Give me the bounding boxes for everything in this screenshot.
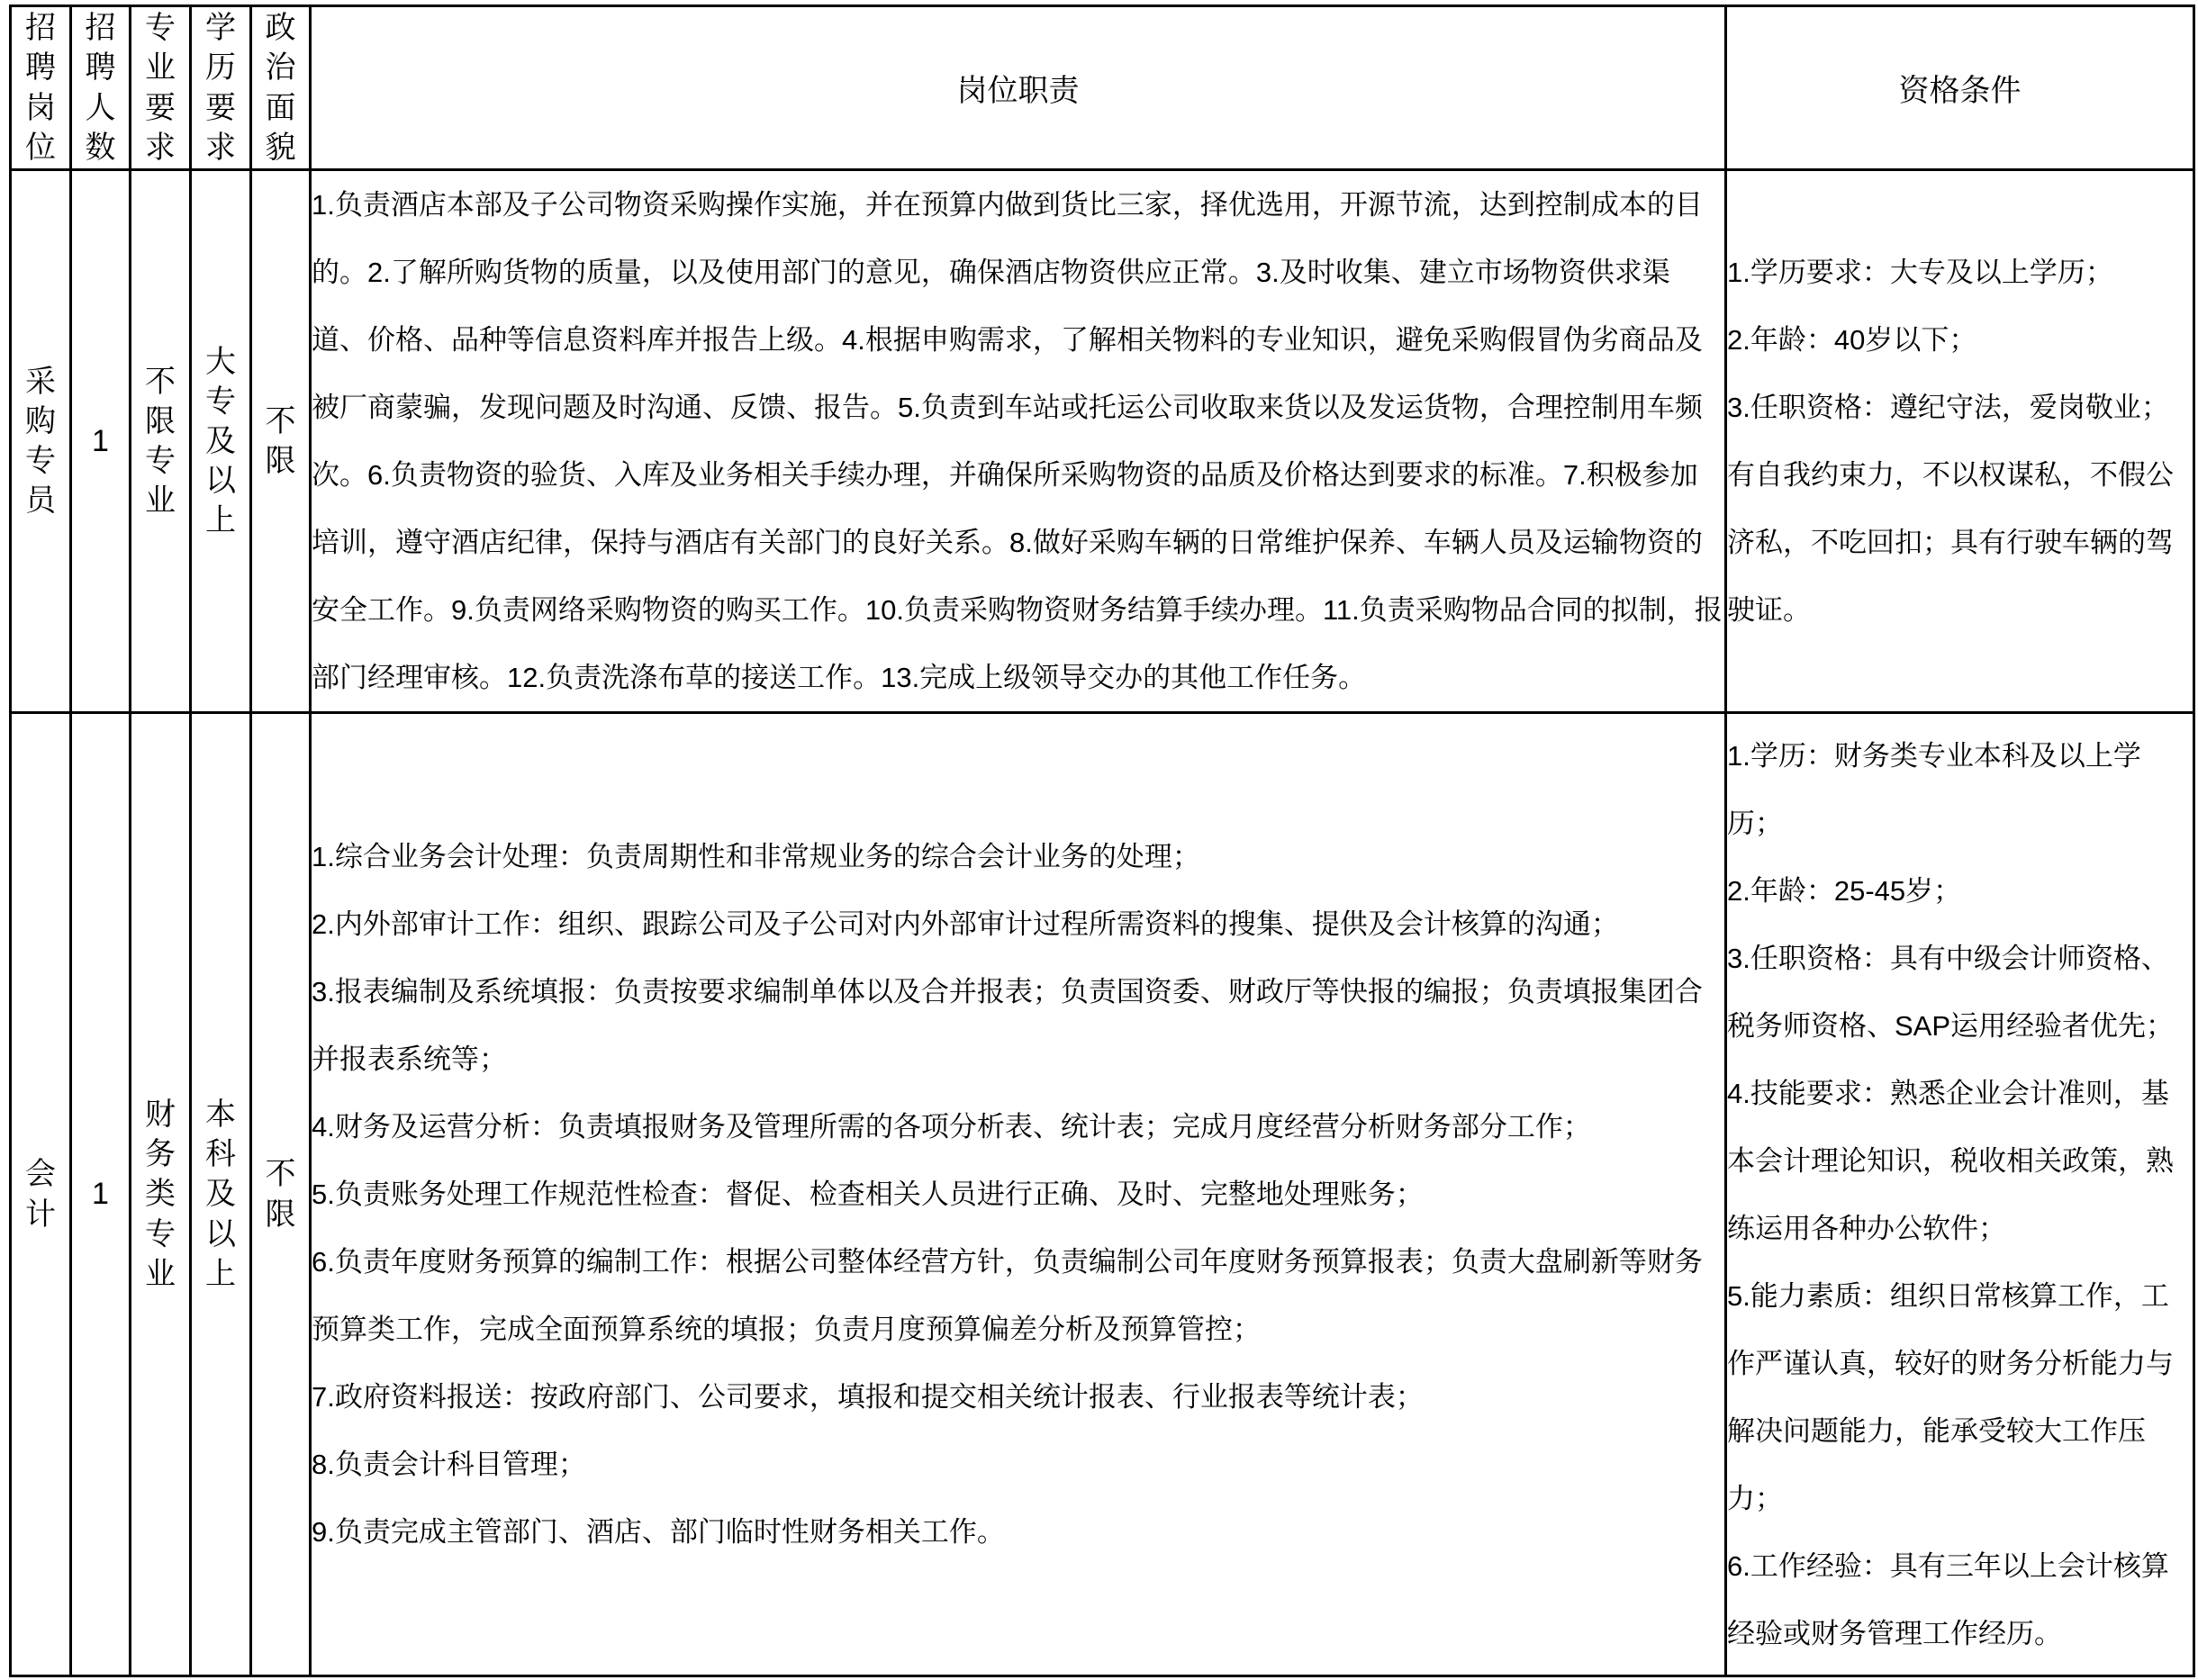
column-header-position (11, 6, 71, 170)
column-header-political-status (251, 6, 311, 170)
column-header-education-label: 学历要求 (205, 11, 236, 165)
major-value: 财务类专业 (145, 1097, 176, 1291)
cell-headcount (71, 170, 131, 713)
cell-education (191, 170, 251, 713)
paragraph: 1.学历要求：大专及以上学历； (1727, 257, 2113, 288)
column-header-political-status-label: 政治面貌 (265, 11, 296, 165)
column-header-duties (311, 6, 1726, 170)
column-header-position-label: 招聘岗位 (25, 11, 56, 165)
headcount-value: 1 (92, 1177, 109, 1212)
column-header-headcount (71, 6, 131, 170)
paragraph: 7.政府资料报送：按政府部门、公司要求，填报和提交相关统计报表、行业报表等统计表； (312, 1381, 1424, 1413)
education-value: 大专及以上 (205, 344, 236, 538)
paragraph: 9.负责完成主管部门、酒店、部门临时性财务相关工作。 (312, 1516, 1005, 1548)
cell-duties (311, 713, 1726, 1676)
paragraph: 4.财务及运营分析：负责填报财务及管理所需的各项分析表、统计表；完成月度经营分析财务部分工作； (312, 1111, 1591, 1143)
paragraph: 3.任职资格：遵纪守法，爱岗敬业；有自我约束力，不以权谋私，不假公济私，不吃回扣；具有行驶车辆的驾驶证。 (1727, 392, 2174, 626)
major-value: 不限专业 (145, 364, 176, 519)
paragraph: 2.年龄：40岁以下； (1727, 324, 1977, 356)
header-row (11, 6, 2194, 170)
paragraph: 8.负责会计科目管理； (312, 1449, 586, 1480)
political-status-value: 不限 (265, 1157, 296, 1232)
column-header-duties-label: 岗位职责 (956, 74, 1080, 108)
cell-political-status (251, 170, 311, 713)
paragraph: 3.任职资格：具有中级会计师资格、税务师资格、SAP运用经验者优先； (1727, 942, 2175, 1042)
paragraph: 6.工作经验：具有三年以上会计核算经验或财务管理工作经历。 (1727, 1549, 2169, 1649)
column-header-major-label: 专业要求 (145, 11, 176, 165)
column-header-qualifications (1726, 6, 2194, 170)
cell-position (11, 713, 71, 1676)
paragraph: 5.能力素质：组织日常核算工作，工作严谨认真，较好的财务分析能力与解决问题能力，能承受较大工作压力； (1727, 1279, 2174, 1514)
cell-position (11, 170, 71, 713)
table-row-accountant (11, 713, 2194, 1676)
position-value: 会计 (25, 1157, 56, 1232)
political-status-value: 不限 (265, 403, 296, 478)
paragraph: 2.内外部审计工作：组织、跟踪公司及子公司对内外部审计过程所需资料的搜集、提供及会计核算的沟通； (312, 908, 1619, 940)
cell-qualifications (1726, 713, 2194, 1676)
cell-major (131, 713, 191, 1676)
column-header-education (191, 6, 251, 170)
recruitment-table (9, 5, 2195, 1677)
column-header-headcount-label: 招聘人数 (85, 11, 116, 165)
table-row-procurement-specialist (11, 170, 2194, 713)
column-header-major (131, 6, 191, 170)
column-header-qualifications-label: 资格条件 (1898, 74, 2022, 108)
cell-political-status (251, 713, 311, 1676)
cell-qualifications (1726, 170, 2194, 713)
paragraph: 6.负责年度财务预算的编制工作：根据公司整体经营方针，负责编制公司年度财务预算报表；负责大盘刷新等财务预算类工作，完成全面预算系统的填报；负责月度预算偏差分析及预算管控； (312, 1246, 1703, 1345)
paragraph: 3.报表编制及系统填报：负责按要求编制单体以及合并报表；负责国资委、财政厅等快报的编报；负责填报集团合并报表系统等； (312, 976, 1703, 1075)
cell-headcount (71, 713, 131, 1676)
cell-education (191, 713, 251, 1676)
paragraph: 5.负责账务处理工作规范性检查：督促、检查相关人员进行正确、及时、完整地处理账务； (312, 1179, 1424, 1210)
cell-major (131, 170, 191, 713)
paragraph: 4.技能要求：熟悉企业会计准则，基本会计理论知识，税收相关政策，熟练运用各种办公软件； (1727, 1077, 2174, 1244)
headcount-value: 1 (92, 423, 109, 458)
cell-duties (311, 170, 1726, 713)
position-value: 采购专员 (25, 364, 56, 519)
paragraph: 1.学历：财务类专业本科及以上学历； (1727, 739, 2141, 839)
paragraph: 1.综合业务会计处理：负责周期性和非常规业务的综合会计业务的处理； (312, 841, 1200, 872)
education-value: 本科及以上 (205, 1097, 236, 1291)
paragraph: 1.负责酒店本部及子公司物资采购操作实施，并在预算内做到货比三家，择优选用，开源节流，达到控制成本的目的。2.了解所购货物的质量，以及使用部门的意见，确保酒店物资供应正常。3.及时收集、建立市场物资供求渠道、价格、品种等信息资料库并报告上级。4.根据申购需求，了解相关物料的专业知识，避免采购假冒伪劣商品及被厂商蒙骗，发现问题及时沟通、反馈、报告。5.负责到车站或托运公司收取来货以及发运货物，合理控制用车频次。6.负责物资的验货、入库及业务相关手续办理，并确保所采购物资的品质及价格达到要求的标准。7.积极参加培训，遵守酒店纪律，保持与酒店有关部门的良好关系。8.做好采购车辆的日常维护保养、车辆人员及运输物资的安全工作。9.负责网络采购物资的购买工作。10.负责采购物资财务结算手续办理。11.负责采购物品合同的拟制，报部门经理审核。12.负责洗涤布草的接送工作。13.完成上级领导交办的其他工作任务。 (312, 189, 1723, 693)
paragraph: 2.年龄：25-45岁； (1727, 874, 1962, 907)
